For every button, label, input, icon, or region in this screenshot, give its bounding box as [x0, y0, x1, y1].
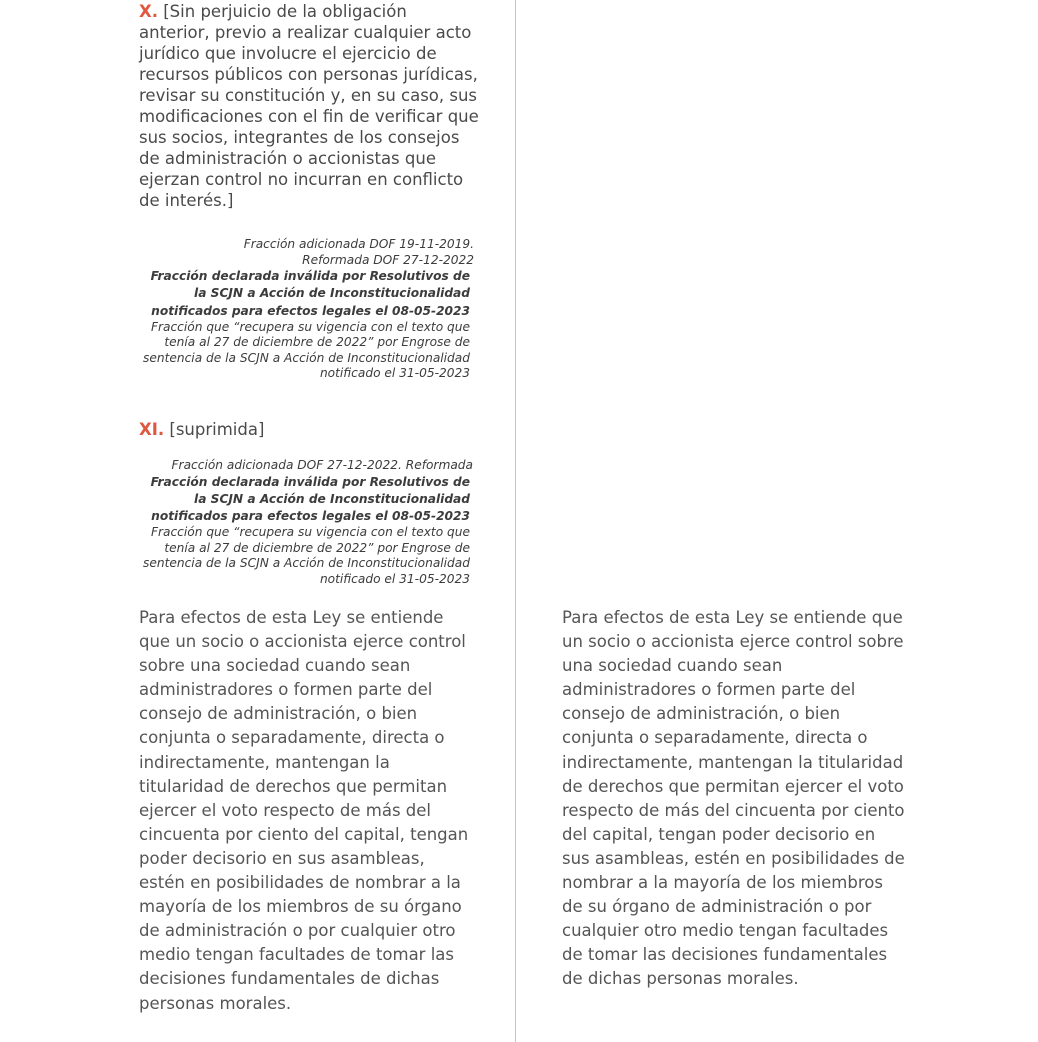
- fraction-xi: [139, 419, 479, 440]
- fraction-xi-number: XI.: [139, 420, 165, 439]
- control-definition-paragraph-right: Para efectos de esta Ley se entiende que un socio o accionista ejerce control sobre una sociedad cuando sean administradores o formen parte del consejo de administración, o bien conjunta o separadamente, directa o indirectamente, mantengan la titularidad de derechos que permitan ejercer el voto respecto de más del cincuenta por ciento del capital, tengan poder decisorio en sus asambleas, estén en posibilidades de nombrar a la mayoría de los miembros de su órgano de administración o por cualquier otro medio tengan facultades de tomar las decisiones fundamentales de dichas personas morales.: [562, 608, 905, 989]
- note-added: Fracción adicionada DOF 19-11-2019.: [243, 237, 474, 251]
- column-divider: [515, 0, 516, 1042]
- fraction-x-notes: [139, 237, 474, 382]
- note-recovered-validity: Fracción que “recupera su vigencia con el texto que tenía al 27 de diciembre de 2022” por Engrose de sentencia de la SCJN a Acción de Inconstitucionalidad notificado el 31-05-2023: [143, 525, 470, 586]
- fraction-xi-notes: [139, 458, 474, 587]
- note-declared-invalid: Fracción declarada inválida por Resolutivos de la SCJN a Acción de Inconstitucionalidad notificados para efectos legales el 08-05-2023: [150, 269, 470, 318]
- control-definition-paragraph-left: Para efectos de esta Ley se entiende que un socio o accionista ejerce control sobre una sociedad cuando sean administradores o formen parte del consejo de administración, o bien conjunta o separadamente, directa o indirectamente, mantengan la titularidad de derechos que permitan ejercer el voto respecto de más del cincuenta por ciento del capital, tengan poder decisorio en sus asambleas, estén en posibilidades de nombrar a la mayoría de los miembros de su órgano de administración o por cualquier otro medio tengan facultades de tomar las decisiones fundamentales de dichas personas morales.: [139, 608, 469, 1013]
- fraction-x-text: [Sin perjuicio de la obligación anterior, previo a realizar cualquier acto jurídico que involucre el ejercicio de recursos públicos con personas jurídicas, revisar su constitución y, en su caso, sus modificaciones con el fin de verificar que sus socios, integrantes de los consejos de administración o accionistas que ejerzan control no incurran en conflicto de interés.]: [139, 2, 479, 210]
- fraction-x: [139, 1, 479, 211]
- fraction-x-number: X.: [139, 2, 158, 21]
- note-recovered-validity: Fracción que “recupera su vigencia con el texto que tenía al 27 de diciembre de 2022” por Engrose de sentencia de la SCJN a Acción de Inconstitucionalidad notificado el 31-05-2023: [143, 319, 470, 381]
- note-declared-invalid: Fracción declarada inválida por Resolutivos de la SCJN a Acción de Inconstitucionalidad notificados para efectos legales el 08-05-2023: [150, 474, 470, 524]
- note-reformed: Reformada DOF 27-12-2022: [302, 252, 474, 267]
- fraction-xi-text: [suprimida]: [169, 420, 265, 439]
- note-added-reformed: Fracción adicionada DOF 27-12-2022. Reformada: [171, 458, 473, 472]
